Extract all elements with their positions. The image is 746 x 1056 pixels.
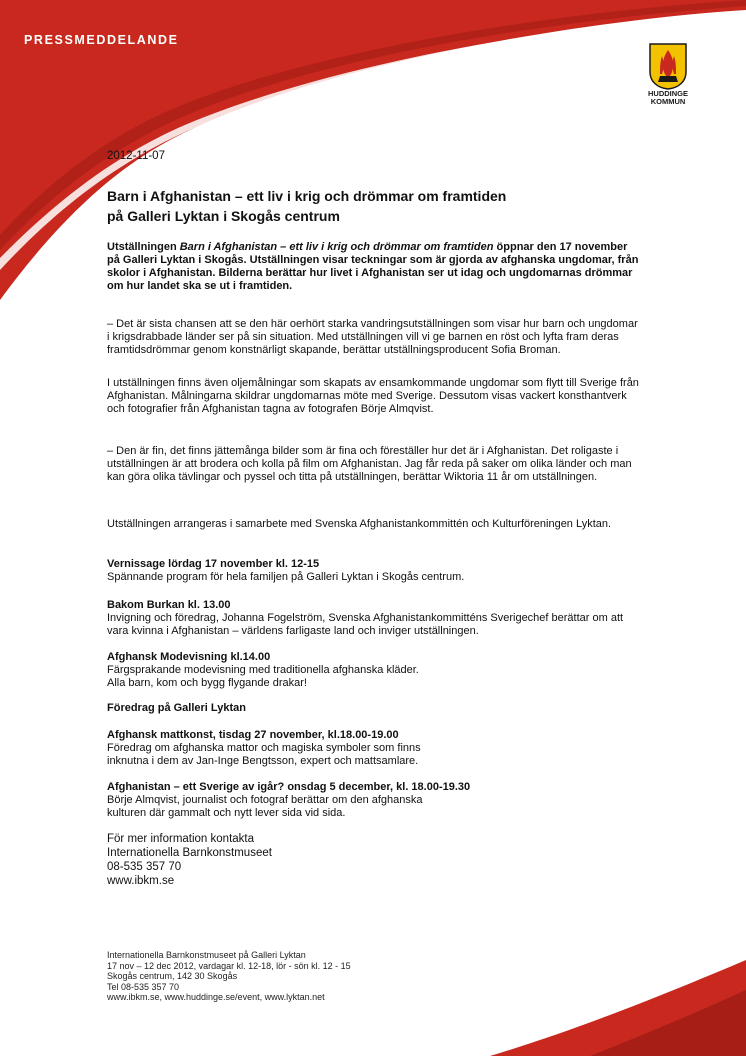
logo-text-line1: HUDDINGE bbox=[647, 89, 688, 98]
footer bbox=[107, 950, 351, 1003]
event-foredrag-section bbox=[107, 702, 641, 715]
logo-text-line2: KOMMUN bbox=[650, 97, 686, 106]
footer-venue: Internationella Barnkonstmuseet på Galleri Lyktan bbox=[107, 950, 306, 960]
event-vernissage bbox=[107, 558, 641, 584]
contact-phone: 08-535 357 70 bbox=[107, 861, 182, 873]
quote-paragraph: – Det är sista chansen att se den här oerhört starka vandringsutställningen som visar hur barn och ungdomar i krigsdrabbade länder ser på sin situation. Med utställningen vill vi ge barnen en röst och lyfta fram deras framtidsdrömmar genom konstnärligt skapande, berättar utställningsproducent Sofia Broman. bbox=[107, 318, 638, 356]
section-heading: Föredrag på Galleri Lyktan bbox=[107, 702, 246, 714]
event-bakom-burkan bbox=[107, 599, 641, 638]
event-text: Föredrag om afghanska mattor och magiska symboler som finns bbox=[107, 742, 421, 754]
headline-line1: Barn i Afghanistan – ett liv i krig och drömmar om framtiden bbox=[107, 188, 507, 204]
event-heading: Afghansk Modevisning kl.14.00 bbox=[107, 651, 271, 663]
collaboration-paragraph: Utställningen arrangeras i samarbete med Svenska Afghanistankommittén och Kulturföreningen Lyktan. bbox=[107, 518, 612, 530]
footer-phone: Tel 08-535 357 70 bbox=[107, 981, 180, 992]
contact-organization: Internationella Barnkonstmuseet bbox=[107, 847, 272, 859]
event-heading: Vernissage lördag 17 november kl. 12-15 bbox=[107, 558, 320, 570]
contact-block bbox=[107, 832, 641, 888]
release-date: 2012-11-07 bbox=[107, 150, 165, 162]
headline bbox=[107, 186, 641, 226]
event-heading: Afghansk mattkonst, tisdag 27 november, kl.18.00-19.00 bbox=[107, 729, 399, 741]
event-text: Invigning och föredrag, Johanna Fogelström, Svenska Afghanistankommitténs Sverigechef berättar om att bbox=[107, 612, 624, 624]
footer-dates: 17 nov – 12 dec 2012, vardagar kl. 12-18, lör - sön kl. 12 - 15 bbox=[107, 960, 351, 971]
exhibition-title: Barn i Afghanistan – ett liv i krig och drömmar om framtiden bbox=[179, 241, 494, 253]
event-text: kulturen där gammalt och nytt lever sida vid sida. bbox=[107, 807, 346, 819]
coat-of-arms-icon bbox=[648, 42, 688, 90]
event-modevisning bbox=[107, 651, 641, 690]
contact-intro: För mer information kontakta bbox=[107, 833, 255, 845]
intro-paragraph bbox=[107, 241, 641, 293]
event-heading: Bakom Burkan kl. 13.00 bbox=[107, 599, 231, 611]
event-heading: Afghanistan – ett Sverige av igår? onsdag 5 december, kl. 18.00-19.30 bbox=[107, 781, 471, 793]
headline-line2: på Galleri Lyktan i Skogås centrum bbox=[107, 208, 340, 224]
contact-website: www.ibkm.se bbox=[107, 875, 175, 887]
event-text: Alla barn, kom och bygg flygande drakar! bbox=[107, 677, 307, 689]
footer-address: Skogås centrum, 142 30 Skogås bbox=[107, 971, 238, 981]
intro-rest: öppnar den 17 november på Galleri Lyktan i Skogås. Utställningen visar teckningar som är gjorda av afghanska ungdomar, från skolor i Afghanistan. Bilderna berättar hur livet i Afghanistan ser ut idag och ungdomarnas drömmar om hur landet ska se ut i framtiden. bbox=[107, 241, 639, 292]
huddinge-logo bbox=[638, 42, 698, 106]
event-sverige-av-igar bbox=[107, 781, 641, 820]
intro-prefix: Utställningen bbox=[107, 241, 180, 253]
event-text: Färgsprakande modevisning med traditionella afghanska kläder. bbox=[107, 664, 419, 676]
paintings-paragraph: I utställningen finns även oljemålningar som skapats av ensamkommande ungdomar som flytt till Sverige från Afghanistan. Målningarna skildrar ungdomarnas möte med Sverige. Dessutom visas vackert konsthantverk och fotografier från Afghanistan tagna av fotografen Börje Almqvist. bbox=[107, 377, 639, 415]
event-text: inknutna i dem av Jan-Inge Bengtsson, expert och mattsamlare. bbox=[107, 755, 419, 767]
event-text: vara kvinna i Afghanistan – världens farligaste land och inviger utställningen. bbox=[107, 625, 479, 637]
event-text: Börje Almqvist, journalist och fotograf berättar om den afghanska bbox=[107, 794, 423, 806]
press-release-label: PRESSMEDDELANDE bbox=[24, 33, 179, 47]
event-text: Spännande program för hela familjen på Galleri Lyktan i Skogås centrum. bbox=[107, 571, 465, 583]
footer-links: www.ibkm.se, www.huddinge.se/event, www.lyktan.net bbox=[107, 992, 325, 1002]
wiktoria-quote-paragraph: – Den är fin, det finns jättemånga bilder som är fina och föreställer hur det är i Afghanistan. Det roligaste i utställningen är att brodera och kolla på film om Afghanistan. Jag får reda på saker om olika länder och man kan göra olika tävlingar och pyssel och titta på utställningen, berättar Wiktoria 11 år om utställningen. bbox=[107, 445, 632, 483]
event-mattkonst bbox=[107, 729, 641, 768]
